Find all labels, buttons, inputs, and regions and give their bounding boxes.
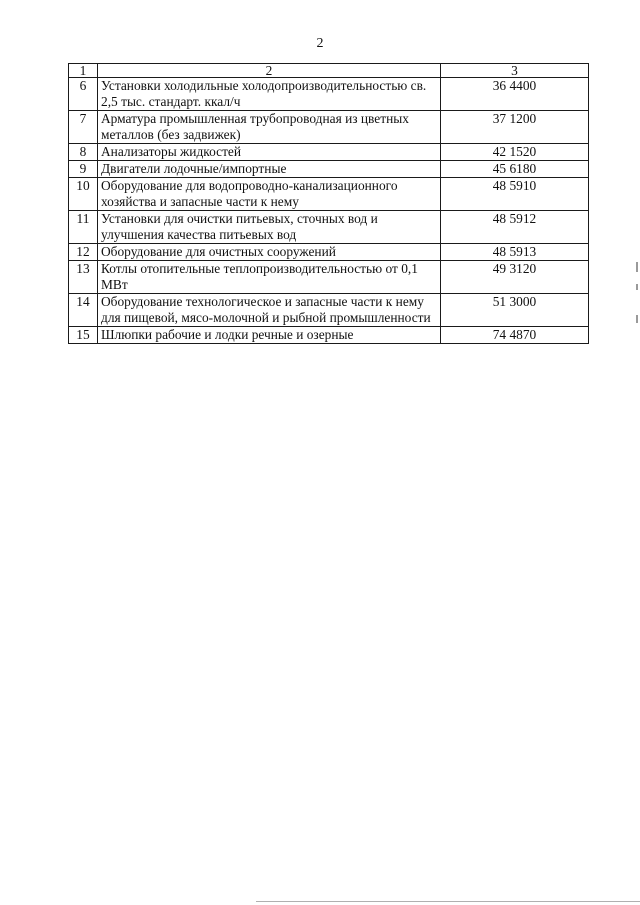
row-name: Оборудование технологическое и запасные части к нему для пищевой, мясо-молочной и рыбной промышленности <box>98 294 441 327</box>
table-row <box>69 244 589 261</box>
table-row <box>69 161 589 178</box>
row-code: 36 4400 <box>441 78 589 111</box>
scan-artifact-mark <box>636 284 638 290</box>
row-number: 10 <box>69 178 98 211</box>
row-number: 15 <box>69 327 98 344</box>
row-name: Котлы отопительные теплопроизводительностью от 0,1 МВт <box>98 261 441 294</box>
row-code: 42 1520 <box>441 144 589 161</box>
row-code: 74 4870 <box>441 327 589 344</box>
table-row <box>69 294 589 327</box>
table-row <box>69 111 589 144</box>
scan-edge-line <box>256 901 640 902</box>
table-row <box>69 327 589 344</box>
scan-artifact-mark <box>636 262 638 272</box>
row-number: 8 <box>69 144 98 161</box>
row-code: 48 5913 <box>441 244 589 261</box>
table-row <box>69 144 589 161</box>
row-code: 45 6180 <box>441 161 589 178</box>
row-number: 9 <box>69 161 98 178</box>
table-row <box>69 78 589 111</box>
row-name: Двигатели лодочные/импортные <box>98 161 441 178</box>
row-name: Оборудование для водопроводно-канализационного хозяйства и запасные части к нему <box>98 178 441 211</box>
table-row <box>69 178 589 211</box>
header-cell-number: 1 <box>69 64 98 78</box>
table-row <box>69 261 589 294</box>
row-number: 12 <box>69 244 98 261</box>
row-code: 48 5910 <box>441 178 589 211</box>
row-number: 11 <box>69 211 98 244</box>
scan-artifact-mark <box>636 315 638 323</box>
row-name: Установки для очистки питьевых, сточных вод и улучшения качества питьевых вод <box>98 211 441 244</box>
row-name: Анализаторы жидкостей <box>98 144 441 161</box>
row-number: 13 <box>69 261 98 294</box>
row-name: Установки холодильные холодопроизводительностью св. 2,5 тыс. стандарт. ккал/ч <box>98 78 441 111</box>
row-name: Шлюпки рабочие и лодки речные и озерные <box>98 327 441 344</box>
header-cell-name: 2 <box>98 64 441 78</box>
row-number: 7 <box>69 111 98 144</box>
header-cell-code: 3 <box>441 64 589 78</box>
row-number: 14 <box>69 294 98 327</box>
classification-table <box>68 63 589 344</box>
table-header-row <box>69 64 589 78</box>
row-code: 37 1200 <box>441 111 589 144</box>
row-name: Арматура промышленная трубопроводная из цветных металлов (без задвижек) <box>98 111 441 144</box>
row-code: 51 3000 <box>441 294 589 327</box>
row-number: 6 <box>69 78 98 111</box>
table-row <box>69 211 589 244</box>
row-code: 49 3120 <box>441 261 589 294</box>
row-name: Оборудование для очистных сооружений <box>98 244 441 261</box>
row-code: 48 5912 <box>441 211 589 244</box>
page-number: 2 <box>316 36 324 51</box>
